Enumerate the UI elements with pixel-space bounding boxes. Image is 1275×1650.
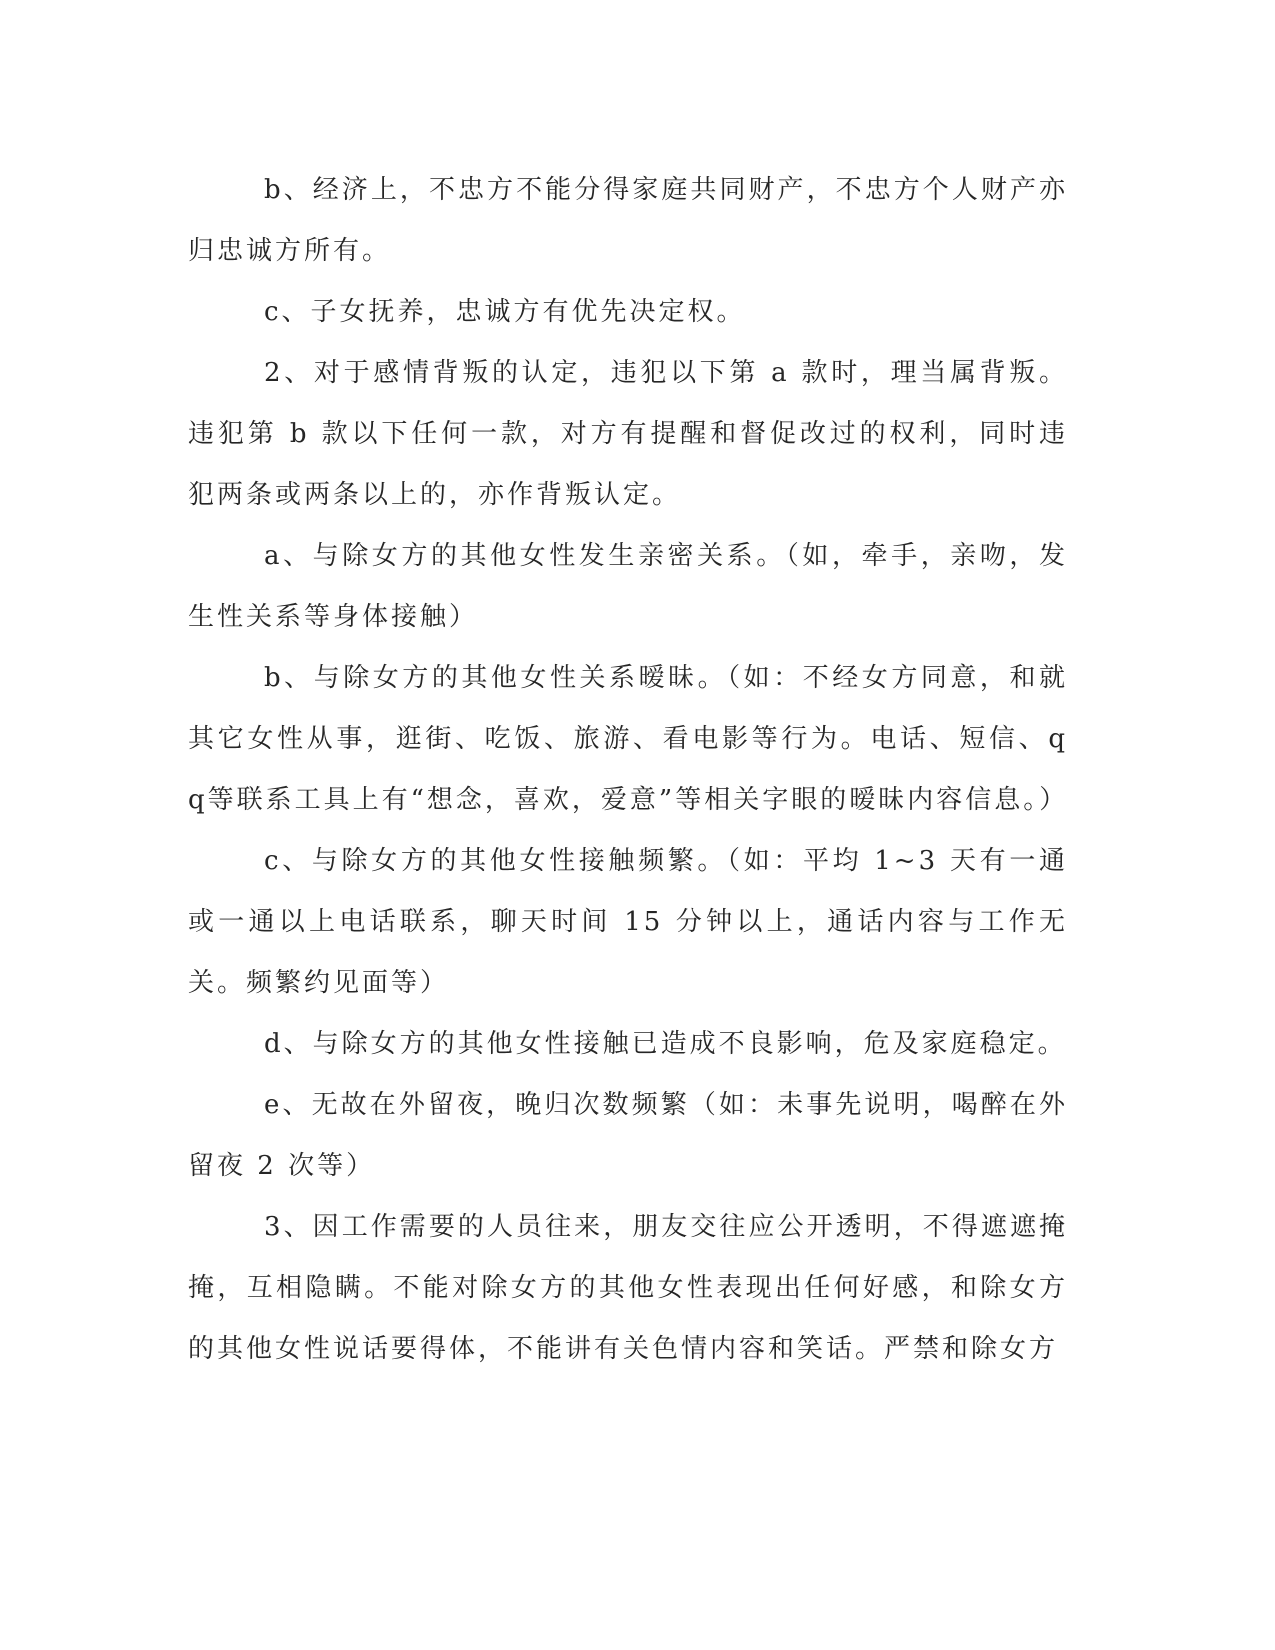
paragraph-asset-consequence: b、经济上，不忠方不能分得家庭共同财产，不忠方个人财产亦归忠诚方所有。 xyxy=(188,175,1068,266)
document-body xyxy=(188,160,1068,1380)
paragraph-clause-c: c、与除女方的其他女性接触频繁。（如：平均 1~3 天有一通或一通以上电话联系，聊天时间 15 分钟以上，通话内容与工作无关。频繁约见面等） xyxy=(188,846,1068,998)
paragraph-clause-e: e、无故在外留夜，晚归次数频繁（如：未事先说明，喝醉在外留夜 2 次等） xyxy=(188,1090,1068,1181)
paragraph-work-contacts: 3、因工作需要的人员往来，朋友交往应公开透明，不得遮遮掩掩，互相隐瞒。不能对除女方的其他女性表现出任何好感，和除女方的其他女性说话要得体，不能讲有关色情内容和笑话。严禁和除女方 xyxy=(188,1212,1068,1364)
paragraph-child-custody: c、子女抚养，忠诚方有优先决定权。 xyxy=(264,297,746,327)
paragraph-clause-d: d、与除女方的其他女性接触已造成不良影响，危及家庭稳定。 xyxy=(264,1029,1067,1059)
paragraph-clause-b: b、与除女方的其他女性关系暧昧。（如：不经女方同意，和就其它女性从事，逛街、吃饭、旅游、看电影等行为。电话、短信、qq等联系工具上有“想念，喜欢，爱意”等相关字眼的暧昧内容信息。） xyxy=(188,663,1069,815)
paragraph-betrayal-definition: 2、对于感情背叛的认定，违犯以下第 a 款时，理当属背叛。违犯第 b 款以下任何一款，对方有提醒和督促改过的权利，同时违犯两条或两条以上的，亦作背叛认定。 xyxy=(188,358,1068,510)
paragraph-clause-a: a、与除女方的其他女性发生亲密关系。（如，牵手，亲吻，发生性关系等身体接触） xyxy=(188,541,1068,632)
